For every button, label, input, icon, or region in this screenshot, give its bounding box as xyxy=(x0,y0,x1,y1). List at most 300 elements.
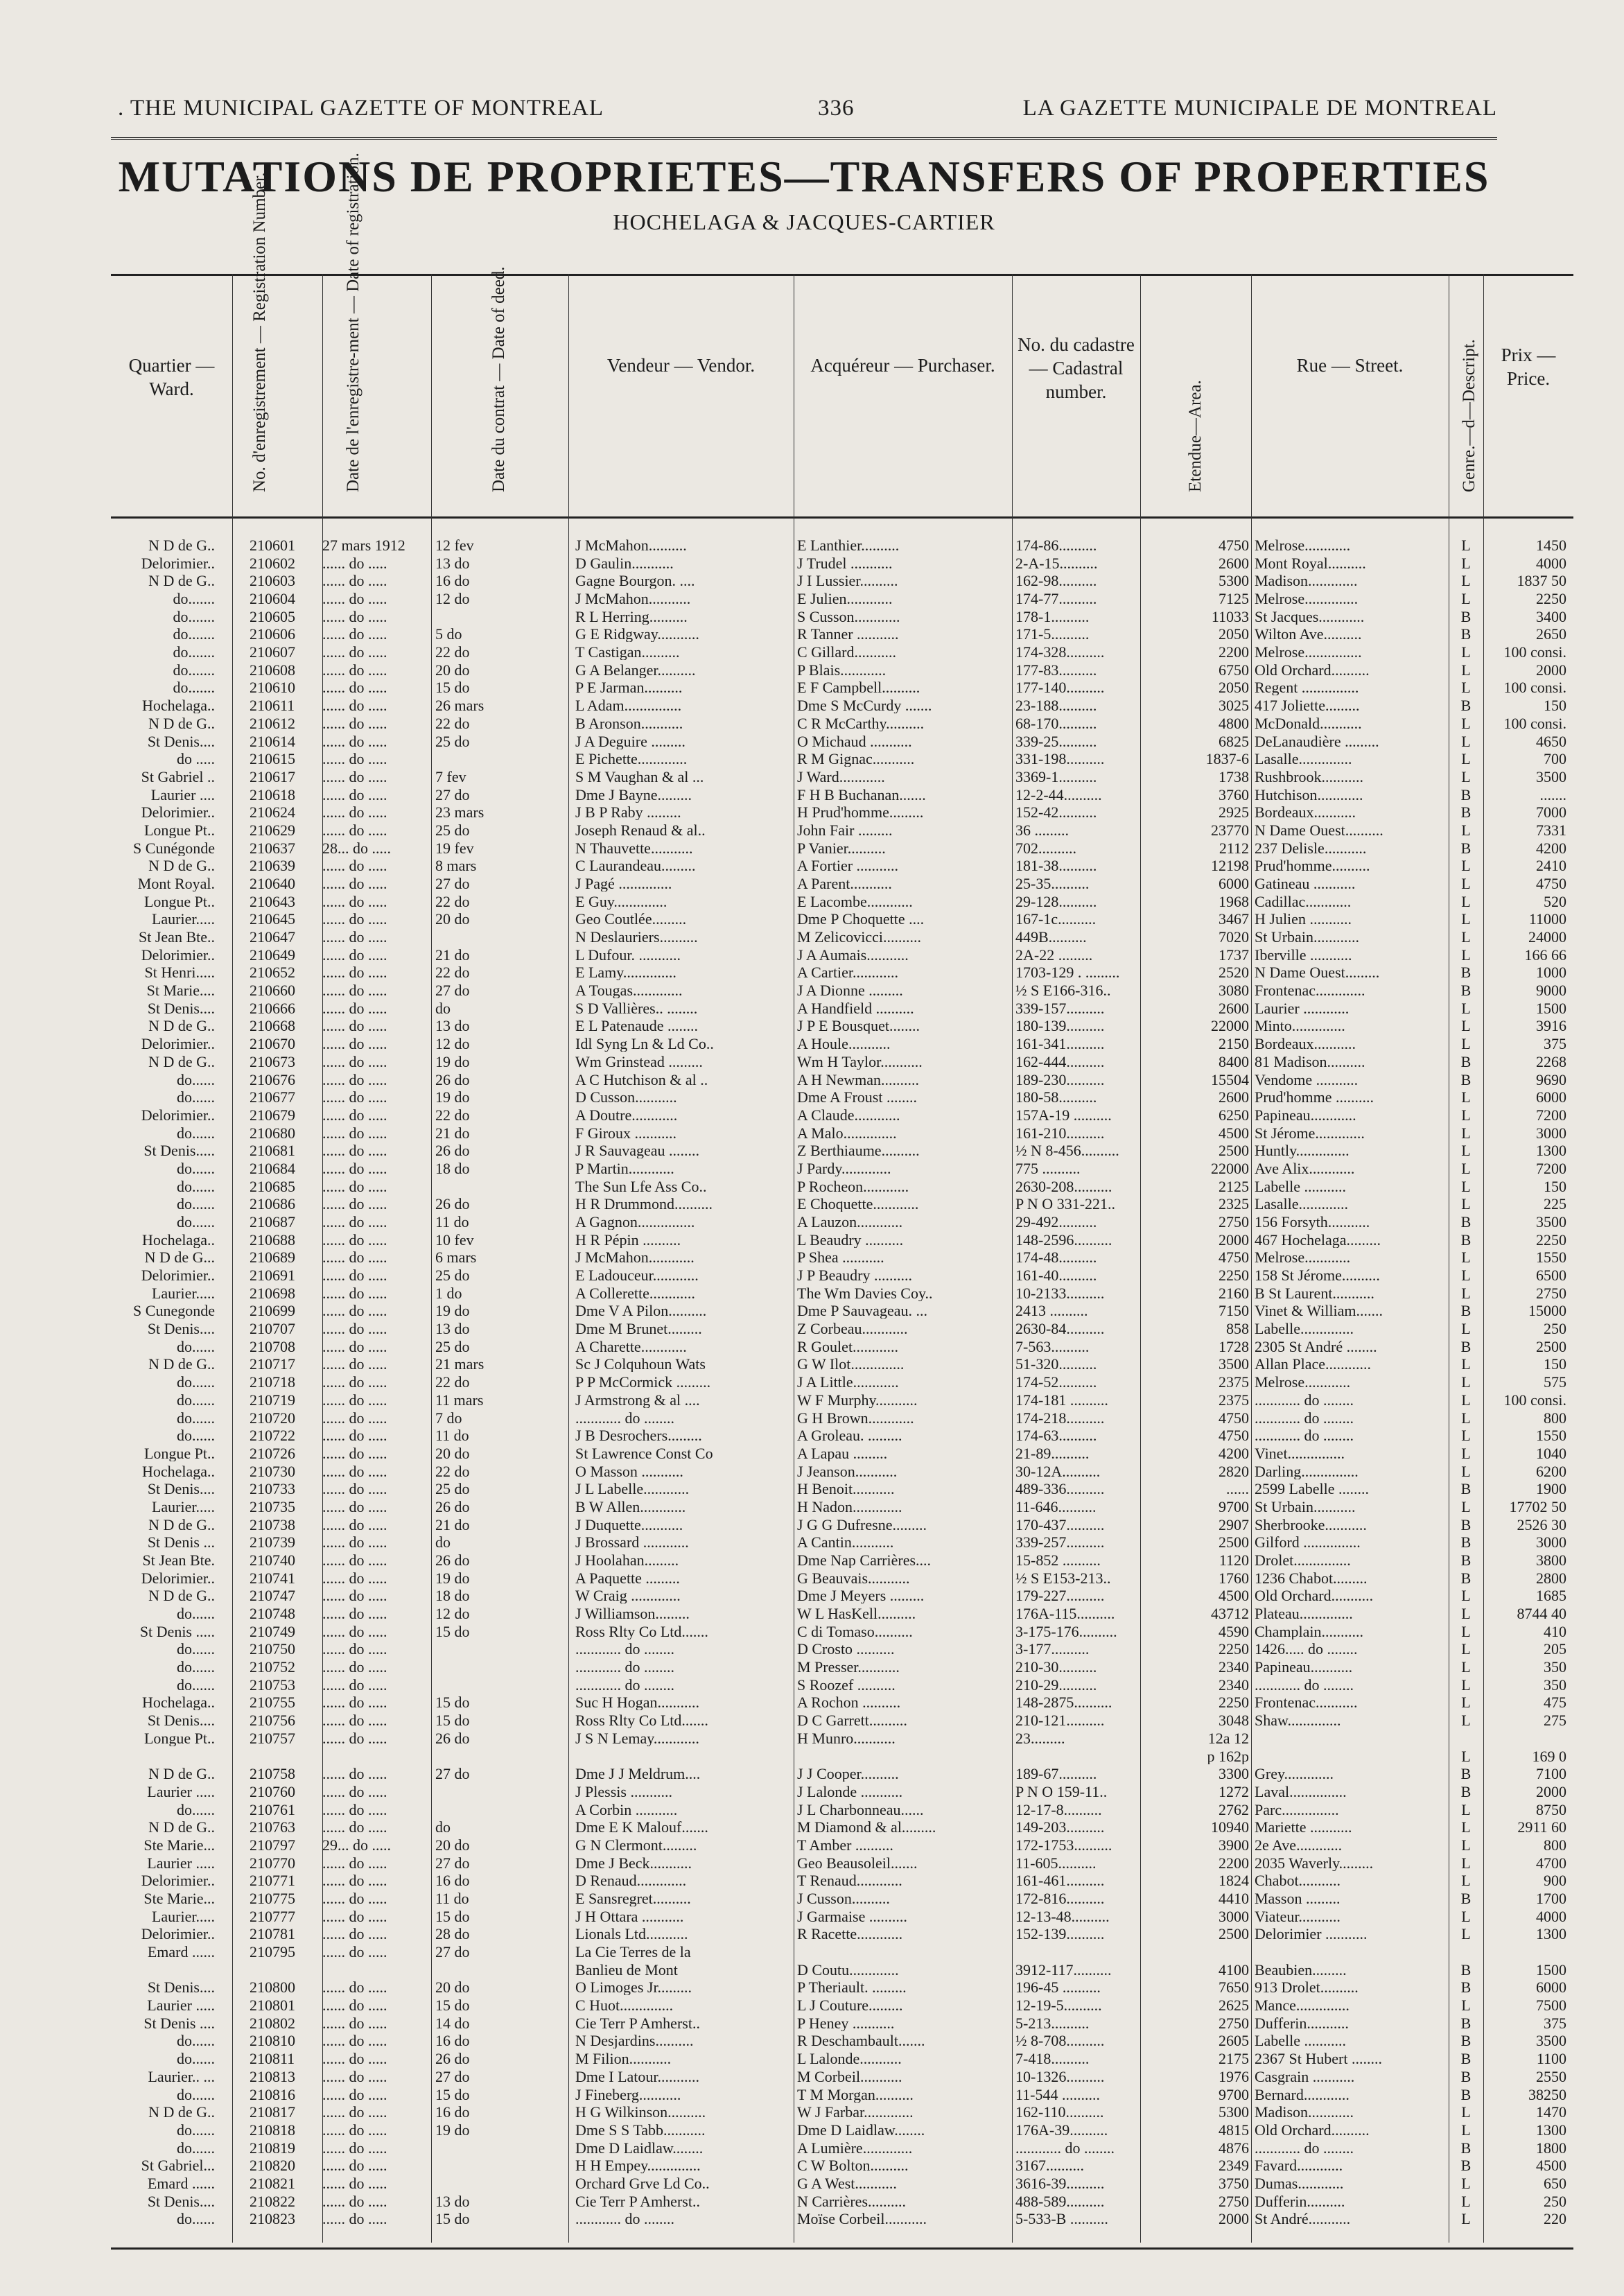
cell-ward: do....... xyxy=(173,679,215,696)
cell-registration-date: ...... do ..... xyxy=(322,573,387,589)
cell-description: B xyxy=(1460,2157,1472,2174)
cell-cadastral-number: 29-128.......... xyxy=(1015,893,1097,910)
cell-area: 1728 xyxy=(1219,1338,1249,1355)
cell-area: 2605 xyxy=(1219,2033,1249,2049)
cell-registration-date: ...... do ..... xyxy=(322,608,387,625)
cell-ward: N D de G.. xyxy=(148,1356,215,1373)
cell-cadastral-number: 148-2875.......... xyxy=(1015,1694,1112,1711)
cell-registration-date: ...... do ..... xyxy=(322,1730,387,1746)
cell-vendor: J L Labelle............ xyxy=(575,1481,690,1497)
cell-vendor: J Williamson......... xyxy=(575,1606,690,1622)
cell-cadastral-number: 178-1.......... xyxy=(1015,608,1090,625)
cell-area: 2050 xyxy=(1219,626,1249,643)
cell-purchaser: J Lalonde ........... xyxy=(797,1783,903,1800)
cell-vendor: P P McCormick ......... xyxy=(575,1374,711,1391)
cell-price: 2750 xyxy=(1536,1285,1566,1301)
cell-purchaser: J A Dionne ......... xyxy=(797,982,903,999)
table-row xyxy=(111,1588,1573,1603)
header-cadastral-number: No. du cadastre — Cadastral number. xyxy=(1018,334,1135,402)
cell-registration-date: ...... do ..... xyxy=(322,2139,387,2156)
cell-registration-date: ...... do ..... xyxy=(322,1142,387,1159)
cell-description: B xyxy=(1460,1552,1472,1568)
cell-registration-date: ...... do ..... xyxy=(322,1374,387,1391)
cell-registration-number: 210602 xyxy=(250,555,295,571)
cell-ward: do...... xyxy=(177,2121,215,2138)
cell-registration-number: 210647 xyxy=(250,929,295,946)
cell-registration-date: ...... do ..... xyxy=(322,1445,387,1461)
cell-vendor: J McMahon........... xyxy=(575,591,691,607)
cell-ward: Laurier..... xyxy=(151,1285,215,1301)
cell-registration-date: ...... do ..... xyxy=(322,2051,387,2067)
cell-purchaser: L Beaudry .......... xyxy=(797,1231,904,1248)
cell-registration-number: 210810 xyxy=(250,2033,295,2049)
cell-price: 1000 xyxy=(1536,964,1566,981)
cell-ward: St Denis.... xyxy=(147,1000,215,1016)
cell-registration-number: 210610 xyxy=(250,679,295,696)
cell-contract-date: 25 do xyxy=(435,821,470,838)
cell-area: 2325 xyxy=(1219,1196,1249,1212)
cell-vendor: Banlieu de Mont xyxy=(575,1961,678,1978)
cell-contract-date: 10 fev xyxy=(435,1231,474,1248)
cell-vendor: M Filion........... xyxy=(575,2051,672,2067)
cell-price: 1300 xyxy=(1536,1142,1566,1159)
cell-area: 2520 xyxy=(1219,964,1249,981)
cell-contract-date: 22 do xyxy=(435,1106,470,1123)
cell-vendor: A Collerette............ xyxy=(575,1285,695,1301)
page-number: 336 xyxy=(818,96,855,121)
cell-cadastral-number: 3616-39.......... xyxy=(1015,2175,1105,2191)
cell-contract-date: 15 do xyxy=(435,1997,470,2014)
cell-vendor: H H Empey.............. xyxy=(575,2157,701,2174)
cell-description: B xyxy=(1460,1231,1472,1248)
cell-area: 7150 xyxy=(1219,1303,1249,1319)
cell-street: Prud'homme .......... xyxy=(1255,1089,1374,1106)
cell-registration-number: 210606 xyxy=(250,626,295,643)
cell-area: p 162p xyxy=(1207,1748,1249,1764)
cell-ward: Delorimier.. xyxy=(141,1569,215,1586)
cell-description: B xyxy=(1460,1481,1472,1497)
cell-street: Old Orchard........... xyxy=(1255,1588,1374,1604)
cell-registration-date: ...... do ..... xyxy=(322,1196,387,1212)
cell-registration-date: ...... do ..... xyxy=(322,1053,387,1070)
cell-description: L xyxy=(1461,1196,1471,1212)
cell-contract-date: 26 do xyxy=(435,1498,470,1515)
cell-street: St André........... xyxy=(1255,2211,1351,2227)
cell-price: 3800 xyxy=(1536,1552,1566,1568)
cell-purchaser: R Deschambault....... xyxy=(797,2033,925,2049)
cell-vendor: E Sansregret.......... xyxy=(575,1890,691,1906)
cell-area: 2820 xyxy=(1219,1463,1249,1479)
table-row xyxy=(111,769,1573,785)
cell-price: 2410 xyxy=(1536,858,1566,874)
cell-street: Gilford ............... xyxy=(1255,1534,1361,1551)
cell-contract-date: 15 do xyxy=(435,1712,470,1729)
cell-vendor: C Laurandeau......... xyxy=(575,858,696,874)
cell-cadastral-number: 11-605.......... xyxy=(1015,1854,1097,1871)
cell-registration-number: 210819 xyxy=(250,2139,295,2156)
cell-area: 12198 xyxy=(1211,858,1249,874)
cell-vendor: Idl Syng Ln & Ld Co.. xyxy=(575,1036,714,1052)
cell-street: 2035 Waverly......... xyxy=(1255,1854,1374,1871)
cell-registration-number: 210755 xyxy=(250,1694,295,1711)
cell-street: Laurier ............ xyxy=(1255,1000,1350,1016)
cell-ward: N D de G.. xyxy=(148,1766,215,1782)
cell-street: 1426..... do ........ xyxy=(1255,1641,1358,1658)
header-street: Rue — Street. xyxy=(1296,355,1404,376)
cell-registration-date: ...... do ..... xyxy=(322,1766,387,1782)
cell-registration-date: ...... do ..... xyxy=(322,626,387,643)
table-row xyxy=(111,2015,1573,2031)
cell-ward: N D de G.. xyxy=(148,1819,215,1836)
cell-vendor: ............ do ........ xyxy=(575,1641,674,1658)
cell-area: 4815 xyxy=(1219,2121,1249,2138)
cell-purchaser: P Theriault. ......... xyxy=(797,1979,907,1996)
cell-cadastral-number: 5-213.......... xyxy=(1015,2015,1090,2031)
cell-area: 2125 xyxy=(1219,1178,1249,1194)
table-row xyxy=(111,1410,1573,1426)
cell-vendor: R L Herring.......... xyxy=(575,608,688,625)
cell-price: 100 consi. xyxy=(1503,1391,1566,1408)
cell-cadastral-number: 12-19-5.......... xyxy=(1015,1997,1102,2014)
cell-description: B xyxy=(1460,1783,1472,1800)
footer-rule xyxy=(111,2247,1573,2250)
table-row xyxy=(111,1339,1573,1355)
cell-area: 11033 xyxy=(1211,608,1249,625)
cell-purchaser: Dme P Choquette .... xyxy=(797,911,925,928)
cell-contract-date: 15 do xyxy=(435,1694,470,1711)
cell-street: Regent ............... xyxy=(1255,679,1359,696)
cell-cadastral-number: 177-140.......... xyxy=(1015,679,1105,696)
cell-cadastral-number: 15-852 .......... xyxy=(1015,1552,1101,1568)
cell-purchaser: D Crosto .......... xyxy=(797,1641,895,1658)
cell-vendor: Dme V A Pilon.......... xyxy=(575,1303,707,1319)
cell-cadastral-number: 196-45 .......... xyxy=(1015,1979,1101,1996)
cell-area: 2500 xyxy=(1219,1926,1249,1942)
cell-contract-date: 27 do xyxy=(435,2068,470,2085)
cell-cadastral-number: 702.......... xyxy=(1015,840,1076,856)
cell-ward: do...... xyxy=(177,1801,215,1818)
cell-registration-date: 29... do ..... xyxy=(322,1836,391,1853)
cell-contract-date: 20 do xyxy=(435,911,470,928)
cell-description: L xyxy=(1461,1036,1471,1052)
cell-purchaser: J J Cooper.......... xyxy=(797,1766,899,1782)
cell-registration-number: 210660 xyxy=(250,982,295,999)
cell-ward: do...... xyxy=(177,2139,215,2156)
cell-street: Madison............ xyxy=(1255,2104,1354,2121)
cell-ward: do ..... xyxy=(177,751,215,767)
cell-area: 2907 xyxy=(1219,1516,1249,1533)
cell-street: Plateau.............. xyxy=(1255,1606,1353,1622)
cell-area: 4500 xyxy=(1219,1124,1249,1141)
cell-contract-date: 20 do xyxy=(435,661,470,678)
cell-ward: N D de G.. xyxy=(148,1516,215,1533)
table-row xyxy=(111,662,1573,678)
cell-cadastral-number: ............ do ........ xyxy=(1015,2139,1115,2156)
table-row xyxy=(111,1748,1573,1764)
cell-registration-date: ...... do ..... xyxy=(322,1214,387,1230)
cell-purchaser: O Michaud ........... xyxy=(797,733,912,749)
cell-price: 2250 xyxy=(1536,1231,1566,1248)
cell-description: L xyxy=(1461,1801,1471,1818)
cell-purchaser: Moïse Corbeil........... xyxy=(797,2211,927,2227)
table-row xyxy=(111,2033,1573,2049)
table-row xyxy=(111,644,1573,660)
cell-cadastral-number: 161-40.......... xyxy=(1015,1267,1097,1284)
cell-contract-date: 26 do xyxy=(435,1142,470,1159)
cell-cadastral-number: 339-157.......... xyxy=(1015,1000,1105,1016)
cell-price: 275 xyxy=(1544,1712,1566,1729)
cell-vendor: H R Pépin .......... xyxy=(575,1231,681,1248)
cell-ward: Delorimier.. xyxy=(141,1106,215,1123)
cell-registration-date: ...... do ..... xyxy=(322,1534,387,1551)
cell-cadastral-number: 488-589.......... xyxy=(1015,2193,1105,2209)
cell-vendor: St Lawrence Const Co xyxy=(575,1445,713,1461)
cell-description: L xyxy=(1461,911,1471,928)
cell-registration-date: ...... do ..... xyxy=(322,858,387,874)
cell-purchaser: J Pardy............. xyxy=(797,1160,891,1176)
cell-purchaser: C W Bolton.......... xyxy=(797,2157,909,2174)
cell-area: 1760 xyxy=(1219,1569,1249,1586)
cell-ward: do...... xyxy=(177,1089,215,1106)
cell-purchaser: A Parent........... xyxy=(797,876,892,892)
cell-purchaser: John Fair ......... xyxy=(797,821,893,838)
cell-cadastral-number: 210-121.......... xyxy=(1015,1712,1105,1729)
cell-price: 1450 xyxy=(1536,537,1566,553)
cell-price: 4750 xyxy=(1536,876,1566,892)
table-row xyxy=(111,1142,1573,1158)
cell-description: L xyxy=(1461,1498,1471,1515)
cell-ward: do...... xyxy=(177,1124,215,1141)
cell-street: Mariette ........... xyxy=(1255,1819,1352,1836)
cell-cadastral-number: 2A-22 ......... xyxy=(1015,946,1093,963)
cell-registration-number: 210699 xyxy=(250,1303,295,1319)
cell-ward: Hochelaga.. xyxy=(141,1463,215,1479)
cell-registration-number: 210756 xyxy=(250,1712,295,1729)
cell-registration-date: ...... do ..... xyxy=(322,1908,387,1924)
cell-ward: Emard ...... xyxy=(147,1944,215,1960)
cell-registration-number: 210775 xyxy=(250,1890,295,1906)
cell-ward: Laurier.. ... xyxy=(148,2068,215,2085)
cell-description: L xyxy=(1461,537,1471,553)
cell-registration-date: ...... do ..... xyxy=(322,1783,387,1800)
cell-price: 4000 xyxy=(1536,555,1566,571)
cell-vendor: Wm Grinstead ......... xyxy=(575,1053,703,1070)
cell-area: 23770 xyxy=(1211,821,1249,838)
cell-cadastral-number: 36 ......... xyxy=(1015,821,1069,838)
table-row xyxy=(111,1303,1573,1319)
cell-purchaser: A Handfield .......... xyxy=(797,1000,914,1016)
cell-description: L xyxy=(1461,1160,1471,1176)
cell-price: 1470 xyxy=(1536,2104,1566,2121)
cell-description: L xyxy=(1461,555,1471,571)
cell-registration-date: ...... do ..... xyxy=(322,715,387,731)
cell-registration-number: 210813 xyxy=(250,2068,295,2085)
cell-area: 4750 xyxy=(1219,1409,1249,1426)
cell-contract-date: 22 do xyxy=(435,644,470,661)
cell-registration-date: ...... do ..... xyxy=(322,1659,387,1676)
cell-purchaser: J A Little............ xyxy=(797,1374,899,1391)
cell-registration-date: ...... do ..... xyxy=(322,1552,387,1568)
cell-cadastral-number: 174-218.......... xyxy=(1015,1409,1105,1426)
cell-registration-number: 210670 xyxy=(250,1036,295,1052)
cell-price: 4200 xyxy=(1536,840,1566,856)
cell-purchaser: M Diamond & al......... xyxy=(797,1819,936,1836)
cell-vendor: La Cie Terres de la xyxy=(575,1944,691,1960)
cell-price: 17702 50 xyxy=(1509,1498,1566,1515)
cell-contract-date: 15 do xyxy=(435,1623,470,1640)
cell-cadastral-number: 174-328.......... xyxy=(1015,644,1105,661)
cell-registration-date: ...... do ..... xyxy=(322,1267,387,1284)
table-row xyxy=(111,1659,1573,1675)
cell-registration-date: ...... do ..... xyxy=(322,768,387,785)
cell-cadastral-number: 152-42.......... xyxy=(1015,804,1097,821)
cell-registration-date: ...... do ..... xyxy=(322,733,387,749)
cell-contract-date: 26 mars xyxy=(435,697,484,714)
cell-street: Viateur........... xyxy=(1255,1908,1341,1924)
cell-price: 8750 xyxy=(1536,1801,1566,1818)
cell-ward: St Jean Bte.. xyxy=(139,929,215,946)
cell-street: Melrose............ xyxy=(1255,1249,1351,1266)
cell-registration-date: ...... do ..... xyxy=(322,1000,387,1016)
cell-vendor: J A Deguire ......... xyxy=(575,733,686,749)
table-row xyxy=(111,1802,1573,1818)
cell-purchaser: T Renaud............ xyxy=(797,1872,902,1889)
cell-street: 156 Forsyth........... xyxy=(1255,1214,1370,1230)
cell-ward: N D de G... xyxy=(144,1249,215,1266)
cell-area: 1272 xyxy=(1219,1783,1249,1800)
cell-street: H Julien ........... xyxy=(1255,911,1352,928)
cell-area: 4750 xyxy=(1219,1249,1249,1266)
cell-description: B xyxy=(1460,1961,1472,1978)
cell-price: 3916 xyxy=(1536,1018,1566,1034)
cell-purchaser: J A Aumais........... xyxy=(797,946,909,963)
cell-purchaser: J P Beaudry .......... xyxy=(797,1267,913,1284)
cell-price: 3400 xyxy=(1536,608,1566,625)
cell-registration-number: 210629 xyxy=(250,821,295,838)
cell-ward: St Denis.... xyxy=(147,2193,215,2209)
cell-registration-date: ...... do ..... xyxy=(322,2211,387,2227)
cell-contract-date: 11 mars xyxy=(435,1391,484,1408)
table-row xyxy=(111,1837,1573,1853)
cell-registration-number: 210748 xyxy=(250,1606,295,1622)
table-row xyxy=(111,1107,1573,1123)
cell-ward: Laurier ..... xyxy=(147,1854,215,1871)
cell-ward: Laurier..... xyxy=(151,1498,215,1515)
cell-cadastral-number: 7-418.......... xyxy=(1015,2051,1090,2067)
cell-vendor: N Thauvette........... xyxy=(575,840,693,856)
cell-purchaser: E F Campbell.......... xyxy=(797,679,920,696)
cell-purchaser: A Claude............ xyxy=(797,1106,900,1123)
cell-street: Melrose............ xyxy=(1255,1374,1351,1391)
cell-vendor: The Sun Lfe Ass Co.. xyxy=(575,1178,707,1194)
table-row xyxy=(111,1125,1573,1141)
cell-price: 4650 xyxy=(1536,733,1566,749)
cell-registration-date: ...... do ..... xyxy=(322,2193,387,2209)
cell-registration-number: 210603 xyxy=(250,573,295,589)
cell-street: ............ do ........ xyxy=(1255,1391,1354,1408)
cell-cadastral-number: 176A-39.......... xyxy=(1015,2121,1108,2138)
cell-registration-number: 210802 xyxy=(250,2015,295,2031)
table-row xyxy=(111,1249,1573,1265)
cell-ward: St Denis.... xyxy=(147,1481,215,1497)
cell-contract-date: 18 do xyxy=(435,1160,470,1176)
cell-registration-date: ...... do ..... xyxy=(322,1872,387,1889)
cell-description: B xyxy=(1460,626,1472,643)
cell-ward: St Marie.... xyxy=(146,982,215,999)
cell-street: Bordeaux........... xyxy=(1255,1036,1356,1052)
cell-registration-date: ...... do ..... xyxy=(322,1926,387,1942)
cell-registration-number: 210771 xyxy=(250,1872,295,1889)
cell-registration-number: 210818 xyxy=(250,2121,295,2138)
cell-description: B xyxy=(1460,1979,1472,1996)
cell-ward: do...... xyxy=(177,1214,215,1230)
cell-purchaser: S Roozef .......... xyxy=(797,1676,896,1693)
cell-registration-date: ...... do ..... xyxy=(322,1321,387,1337)
cell-area: 5300 xyxy=(1219,573,1249,589)
cell-description: L xyxy=(1461,1106,1471,1123)
cell-price: 2911 60 xyxy=(1517,1819,1566,1836)
cell-description: B xyxy=(1460,1214,1472,1230)
cell-contract-date: 15 do xyxy=(435,2211,470,2227)
cell-description: B xyxy=(1460,804,1472,821)
cell-street: Melrose............ xyxy=(1255,537,1351,553)
cell-ward: do...... xyxy=(177,1427,215,1444)
cell-registration-date: ...... do ..... xyxy=(322,821,387,838)
cell-price: 2800 xyxy=(1536,1569,1566,1586)
cell-registration-date: ...... do ..... xyxy=(322,644,387,661)
cell-description: L xyxy=(1461,768,1471,785)
cell-ward: Laurier ..... xyxy=(147,1997,215,2014)
cell-price: 7100 xyxy=(1536,1766,1566,1782)
cell-street: Madison............. xyxy=(1255,573,1358,589)
cell-contract-date: 13 do xyxy=(435,555,470,571)
cell-description: B xyxy=(1460,2015,1472,2031)
cell-purchaser: D Coutu............. xyxy=(797,1961,899,1978)
cell-contract-date: 27 do xyxy=(435,786,470,803)
cell-ward: Mont Royal. xyxy=(137,876,215,892)
cell-ward: N D de G.. xyxy=(148,1018,215,1034)
cell-cadastral-number: 3167.......... xyxy=(1015,2157,1084,2174)
table-row xyxy=(111,787,1573,803)
cell-registration-number: 210816 xyxy=(250,2086,295,2103)
cell-description: B xyxy=(1460,1053,1472,1070)
cell-contract-date: 22 do xyxy=(435,1374,470,1391)
cell-contract-date: 23 mars xyxy=(435,804,484,821)
cell-cadastral-number: 12-13-48.......... xyxy=(1015,1908,1110,1924)
cell-registration-number: 210757 xyxy=(250,1730,295,1746)
cell-description: L xyxy=(1461,821,1471,838)
cell-cadastral-number: 162-444.......... xyxy=(1015,1053,1105,1070)
cell-street: Dufferin.......... xyxy=(1255,2193,1345,2209)
cell-price: 3500 xyxy=(1536,2033,1566,2049)
cell-street: Minto.............. xyxy=(1255,1018,1345,1034)
cell-ward: Laurier ..... xyxy=(147,1783,215,1800)
cell-purchaser: M Presser........... xyxy=(797,1659,900,1676)
cell-vendor: J B Desrochers......... xyxy=(575,1427,702,1444)
cell-cadastral-number: 174-86.......... xyxy=(1015,537,1097,553)
cell-registration-number: 210781 xyxy=(250,1926,295,1942)
cell-ward: N D de G.. xyxy=(148,1053,215,1070)
cell-price: 220 xyxy=(1544,2211,1566,2227)
cell-street: 417 Joliette......... xyxy=(1255,697,1360,714)
cell-registration-date: ...... do ..... xyxy=(322,661,387,678)
cell-cadastral-number: 174-52.......... xyxy=(1015,1374,1097,1391)
cell-registration-date: ...... do ..... xyxy=(322,1338,387,1355)
cell-contract-date: 6 mars xyxy=(435,1249,477,1266)
cell-vendor: Geo Coutlée......... xyxy=(575,911,687,928)
table-row xyxy=(111,1036,1573,1052)
cell-purchaser: G A West........... xyxy=(797,2175,897,2191)
